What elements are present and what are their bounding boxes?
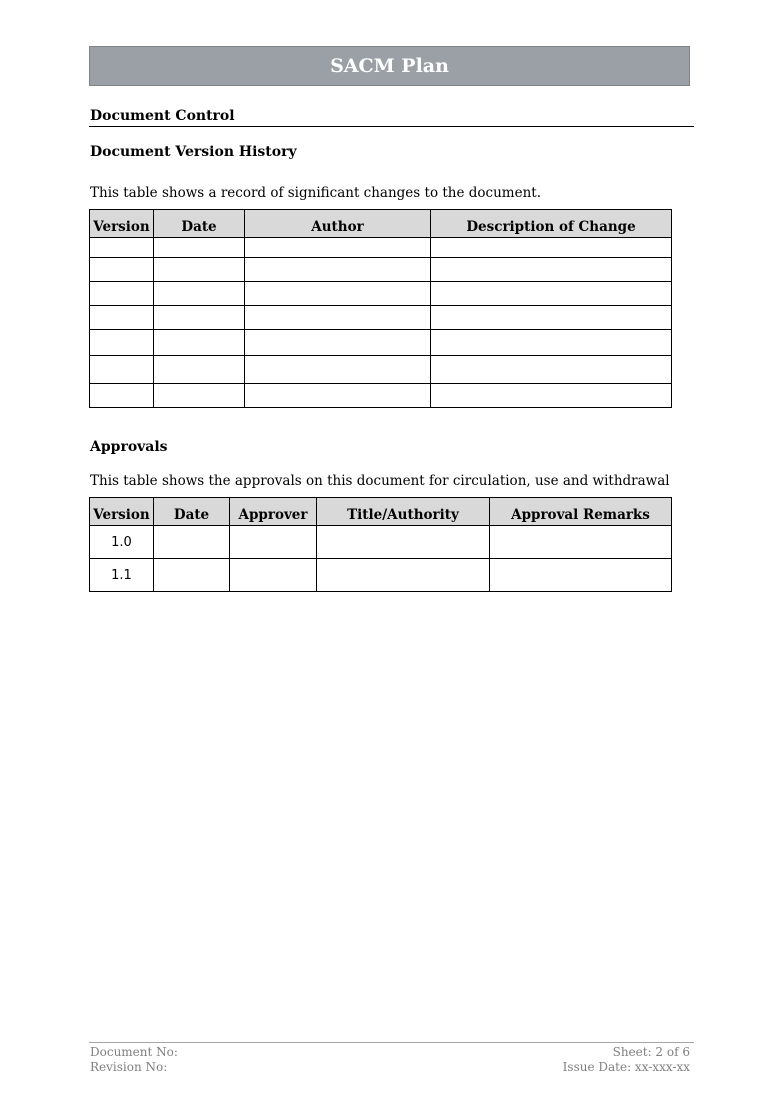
column-header-version: Version <box>90 210 154 238</box>
table-cell[interactable] <box>90 306 154 330</box>
column-header-approver: Approver <box>230 498 317 526</box>
table-row <box>90 282 672 306</box>
table-row <box>90 356 672 384</box>
document-control-heading: Document Control <box>90 108 235 124</box>
table-cell[interactable] <box>317 526 490 559</box>
table-cell[interactable] <box>245 330 431 356</box>
column-header-title-authority: Title/Authority <box>317 498 490 526</box>
table-cell[interactable] <box>154 526 230 559</box>
table-row <box>90 238 672 258</box>
table-cell[interactable] <box>431 258 672 282</box>
table-cell[interactable] <box>90 258 154 282</box>
table-cell[interactable] <box>431 238 672 258</box>
footer-document-no: Document No: <box>90 1045 178 1059</box>
footer-issue-date: Issue Date: xx-xxx-xx <box>562 1060 690 1074</box>
table-cell[interactable] <box>154 282 245 306</box>
table-row <box>90 258 672 282</box>
document-title: SACM Plan <box>330 55 449 77</box>
table-cell[interactable] <box>90 238 154 258</box>
version-history-intro: This table shows a record of significant changes to the document. <box>90 185 541 201</box>
table-cell[interactable] <box>245 282 431 306</box>
column-header-description: Description of Change <box>431 210 672 238</box>
column-header-version: Version <box>90 498 154 526</box>
table-cell[interactable] <box>490 559 672 592</box>
approvals-heading: Approvals <box>90 439 168 455</box>
table-cell[interactable] <box>230 559 317 592</box>
table-cell-version[interactable]: 1.0 <box>90 526 154 559</box>
footer-sheet-number: Sheet: 2 of 6 <box>612 1045 690 1059</box>
table-cell[interactable] <box>90 356 154 384</box>
approvals-intro: This table shows the approvals on this document for circulation, use and withdrawal <box>90 473 670 489</box>
table-cell[interactable] <box>431 306 672 330</box>
column-header-date: Date <box>154 498 230 526</box>
table-header-row <box>90 210 672 238</box>
table-cell[interactable] <box>245 238 431 258</box>
table-cell[interactable] <box>245 306 431 330</box>
table-cell[interactable] <box>245 356 431 384</box>
table-header-row <box>90 498 672 526</box>
table-cell[interactable] <box>230 526 317 559</box>
table-cell[interactable] <box>90 282 154 306</box>
heading-divider <box>89 126 694 127</box>
table-cell[interactable] <box>154 559 230 592</box>
table-cell[interactable] <box>154 384 245 408</box>
table-cell[interactable] <box>245 258 431 282</box>
approvals-table <box>89 497 672 592</box>
version-history-heading: Document Version History <box>90 144 297 160</box>
table-cell[interactable] <box>90 330 154 356</box>
table-cell[interactable] <box>154 330 245 356</box>
column-header-date: Date <box>154 210 245 238</box>
document-title-banner <box>89 46 690 86</box>
column-header-author: Author <box>245 210 431 238</box>
table-row <box>90 330 672 356</box>
table-cell[interactable] <box>154 238 245 258</box>
table-cell[interactable] <box>431 356 672 384</box>
table-cell[interactable] <box>490 526 672 559</box>
table-cell[interactable] <box>154 306 245 330</box>
version-history-table <box>89 209 672 408</box>
table-cell[interactable] <box>154 356 245 384</box>
table-cell[interactable] <box>245 384 431 408</box>
table-cell[interactable] <box>431 282 672 306</box>
table-cell[interactable] <box>154 258 245 282</box>
table-cell[interactable] <box>90 384 154 408</box>
table-cell[interactable] <box>431 330 672 356</box>
table-row <box>90 559 672 592</box>
table-row <box>90 384 672 408</box>
column-header-approval-remarks: Approval Remarks <box>490 498 672 526</box>
table-cell-version[interactable]: 1.1 <box>90 559 154 592</box>
table-row <box>90 306 672 330</box>
table-cell[interactable] <box>317 559 490 592</box>
table-cell[interactable] <box>431 384 672 408</box>
table-row <box>90 526 672 559</box>
footer-divider <box>89 1042 694 1043</box>
footer-revision-no: Revision No: <box>90 1060 168 1074</box>
